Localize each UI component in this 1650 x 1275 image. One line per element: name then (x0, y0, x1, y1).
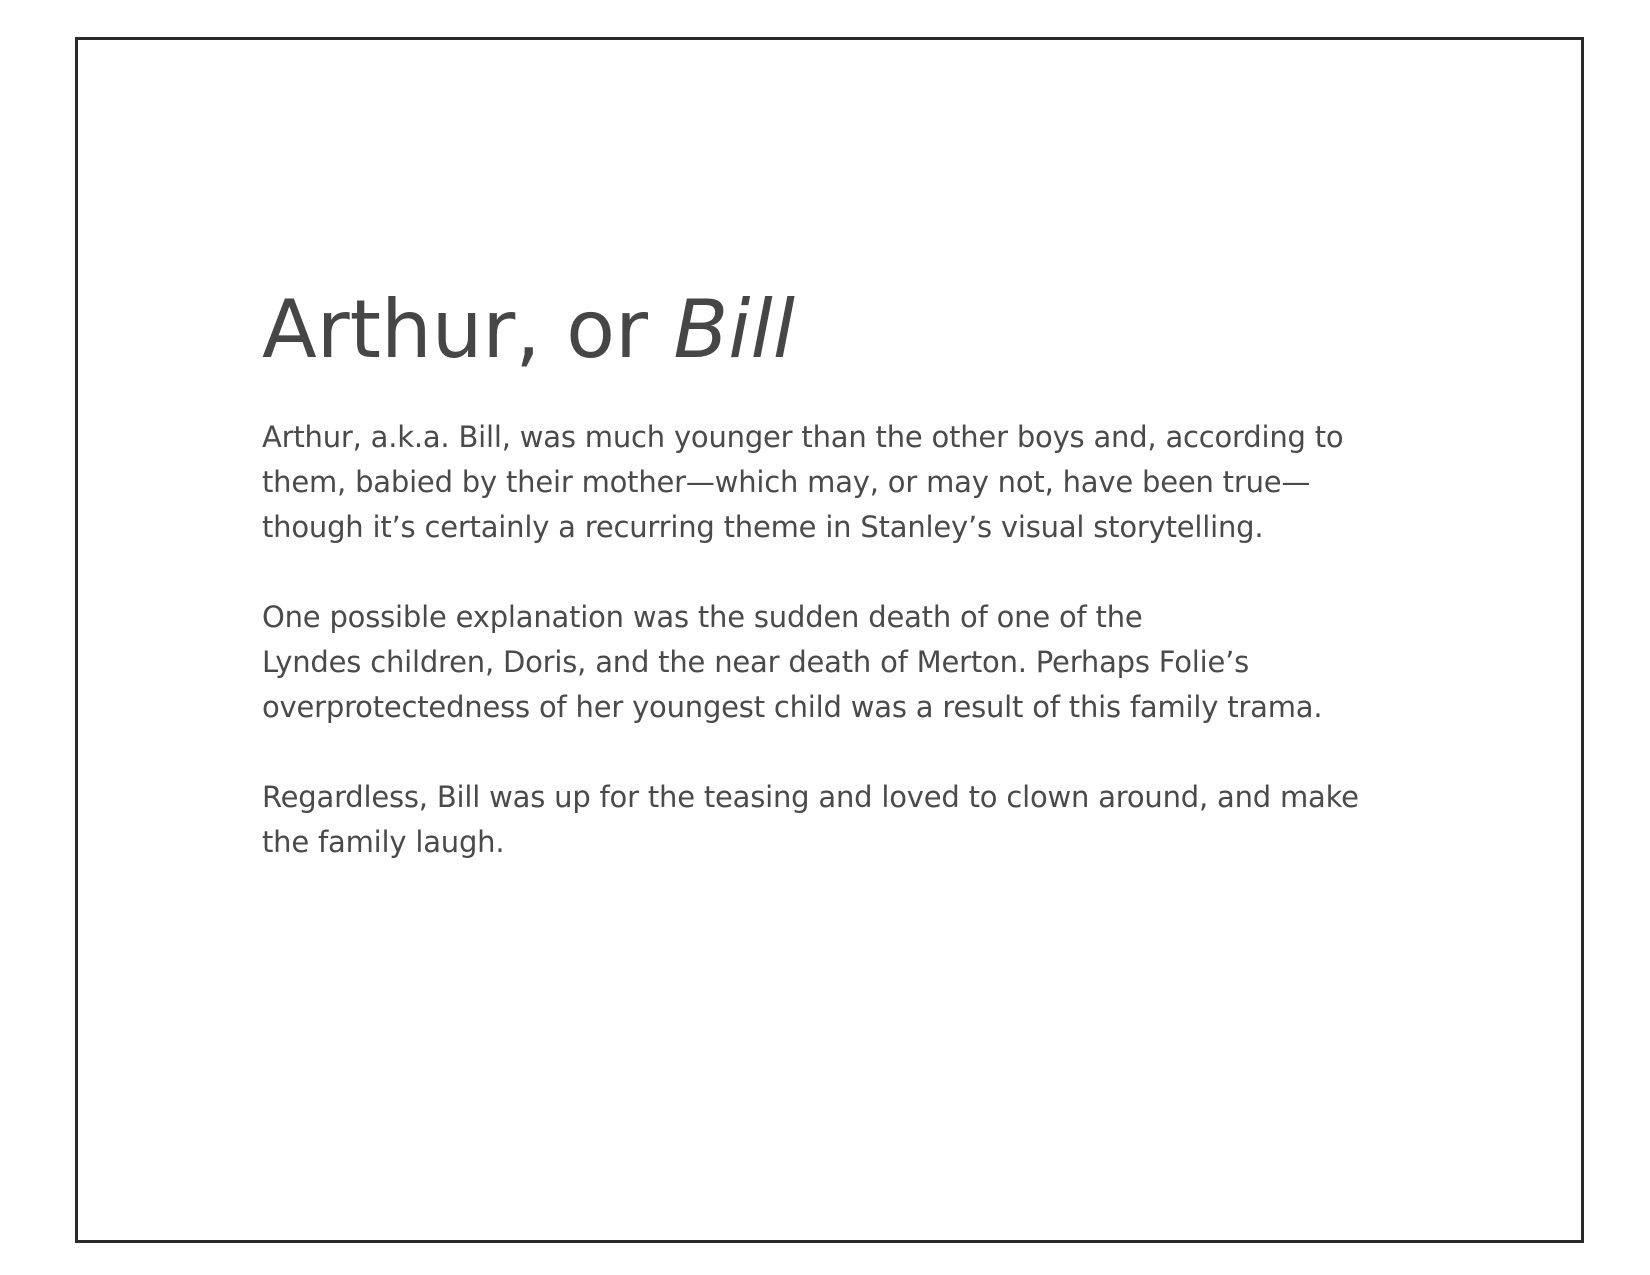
title-italic: Bill (673, 283, 795, 376)
text-line: the family laugh. (262, 825, 505, 859)
paragraph-2 (262, 595, 1442, 730)
text-line: Arthur, a.k.a. Bill, was much younger than the other boys and, according to (262, 420, 1344, 454)
title-plain: Arthur, or (262, 283, 674, 376)
text-line: Regardless, Bill was up for the teasing and loved to clown around, and make (262, 780, 1359, 814)
paragraph-1 (262, 415, 1442, 550)
text-line: them, babied by their mother—which may, or may not, have been true— (262, 465, 1311, 499)
page-title (262, 282, 1442, 378)
text-line: One possible explanation was the sudden death of one of the (262, 600, 1143, 634)
paragraph-3 (262, 775, 1442, 865)
document-content (262, 282, 1442, 910)
text-line: though it’s certainly a recurring theme in Stanley’s visual storytelling. (262, 510, 1264, 544)
text-line: Lyndes children, Doris, and the near death of Merton. Perhaps Folie’s (262, 645, 1250, 679)
text-line: overprotectedness of her youngest child was a result of this family trama. (262, 690, 1323, 724)
body-text (262, 415, 1442, 865)
